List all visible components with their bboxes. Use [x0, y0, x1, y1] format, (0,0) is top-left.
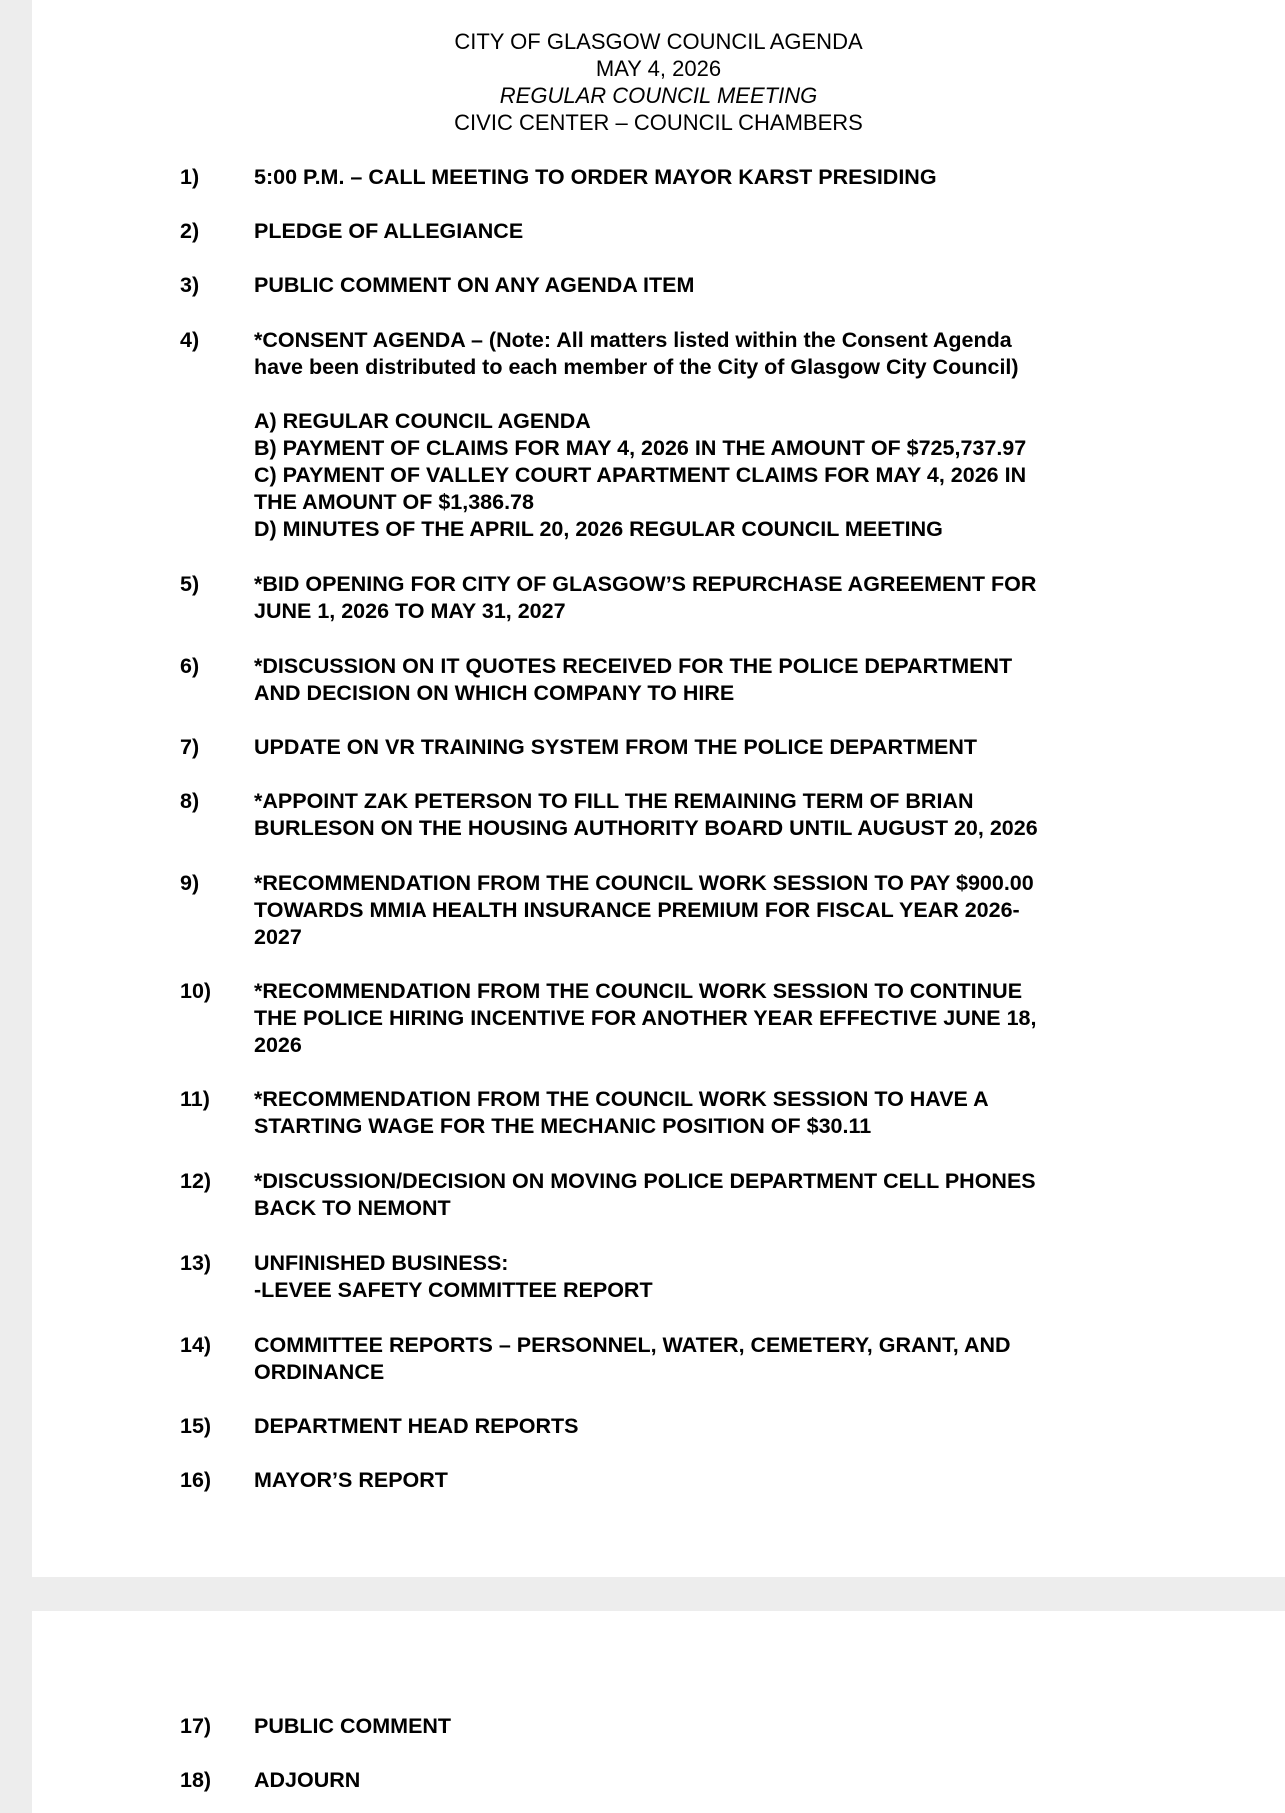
- item-text: DEPARTMENT HEAD REPORTS: [254, 1414, 579, 1438]
- item-number: 18): [180, 1768, 212, 1792]
- item-number: 7): [180, 735, 200, 759]
- item-number: 10): [180, 979, 212, 1003]
- item-number: 3): [180, 273, 200, 297]
- item-number: 8): [180, 789, 200, 813]
- item-number: 9): [180, 871, 200, 895]
- item-text: *RECOMMENDATION FROM THE COUNCIL WORK SESSION TO PAY $900.00 TOWARDS MMIA HEALTH INSURANCE PREMIUM FOR FISCAL YEAR 2026- 2027: [254, 871, 1034, 949]
- item-text: PUBLIC COMMENT ON ANY AGENDA ITEM: [254, 273, 695, 297]
- item-number: 6): [180, 654, 200, 678]
- item-text: *BID OPENING FOR CITY OF GLASGOW’S REPURCHASE AGREEMENT FOR JUNE 1, 2026 TO MAY 31, 2027: [254, 572, 1037, 623]
- item-number: 13): [180, 1251, 212, 1275]
- item-number: 15): [180, 1414, 212, 1438]
- item-number: 4): [180, 328, 200, 352]
- item-text: UNFINISHED BUSINESS: -LEVEE SAFETY COMMITTEE REPORT: [254, 1251, 653, 1302]
- subitem-c: C) PAYMENT OF VALLEY COURT APARTMENT CLAIMS FOR MAY 4, 2026 IN: [254, 463, 1027, 487]
- header-date: MAY 4, 2026: [595, 56, 722, 81]
- subitem-c-cont: THE AMOUNT OF $1,386.78: [254, 490, 534, 514]
- item-number: 17): [180, 1714, 212, 1738]
- agenda-page-1: [32, 0, 1285, 1577]
- agenda-page-2: [32, 1611, 1285, 1813]
- header-title: CITY OF GLASGOW COUNCIL AGENDA: [454, 29, 863, 54]
- item-text: *APPOINT ZAK PETERSON TO FILL THE REMAINING TERM OF BRIAN BURLESON ON THE HOUSING AUTHORITY BOARD UNTIL AUGUST 20, 2026: [254, 789, 1038, 840]
- item-text: *RECOMMENDATION FROM THE COUNCIL WORK SESSION TO CONTINUE THE POLICE HIRING INCENTIVE FOR ANOTHER YEAR EFFECTIVE JUNE 18, 2026: [254, 979, 1037, 1057]
- item-text: UPDATE ON VR TRAINING SYSTEM FROM THE POLICE DEPARTMENT: [254, 735, 978, 759]
- header-location: CIVIC CENTER – COUNCIL CHAMBERS: [454, 110, 863, 135]
- item-text: *DISCUSSION ON IT QUOTES RECEIVED FOR THE POLICE DEPARTMENT AND DECISION ON WHICH COMPANY TO HIRE: [254, 654, 1013, 705]
- item-text: MAYOR’S REPORT: [254, 1468, 448, 1492]
- subitem-b: B) PAYMENT OF CLAIMS FOR MAY 4, 2026 IN THE AMOUNT OF $725,737.97: [254, 436, 1027, 460]
- item-text: *CONSENT AGENDA – (Note: All matters listed within the Consent Agenda have been distributed to each member of the City of Glasgow City Council): [254, 328, 1019, 379]
- item-text: PUBLIC COMMENT: [254, 1714, 452, 1738]
- consent-agenda-subitems: [254, 408, 1154, 543]
- item-number: 14): [180, 1333, 212, 1357]
- item-number: 16): [180, 1468, 212, 1492]
- item-text: *DISCUSSION/DECISION ON MOVING POLICE DEPARTMENT CELL PHONES BACK TO NEMONT: [254, 1169, 1036, 1220]
- subitem-a: A) REGULAR COUNCIL AGENDA: [254, 409, 591, 433]
- item-text: PLEDGE OF ALLEGIANCE: [254, 219, 524, 243]
- item-text: COMMITTEE REPORTS – PERSONNEL, WATER, CEMETERY, GRANT, AND ORDINANCE: [254, 1333, 1011, 1384]
- item-number: 12): [180, 1169, 212, 1193]
- agenda-header: [32, 28, 1285, 136]
- item-text: 5:00 P.M. – CALL MEETING TO ORDER MAYOR KARST PRESIDING: [254, 165, 937, 189]
- subitem-d: D) MINUTES OF THE APRIL 20, 2026 REGULAR COUNCIL MEETING: [254, 517, 943, 541]
- item-number: 2): [180, 219, 200, 243]
- header-meeting-type: REGULAR COUNCIL MEETING: [499, 83, 818, 108]
- item-text: *RECOMMENDATION FROM THE COUNCIL WORK SESSION TO HAVE A STARTING WAGE FOR THE MECHANIC POSITION OF $30.11: [254, 1087, 989, 1138]
- item-text: ADJOURN: [254, 1768, 361, 1792]
- item-number: 11): [180, 1087, 210, 1111]
- item-number: 5): [180, 572, 200, 596]
- item-number: 1): [180, 165, 200, 189]
